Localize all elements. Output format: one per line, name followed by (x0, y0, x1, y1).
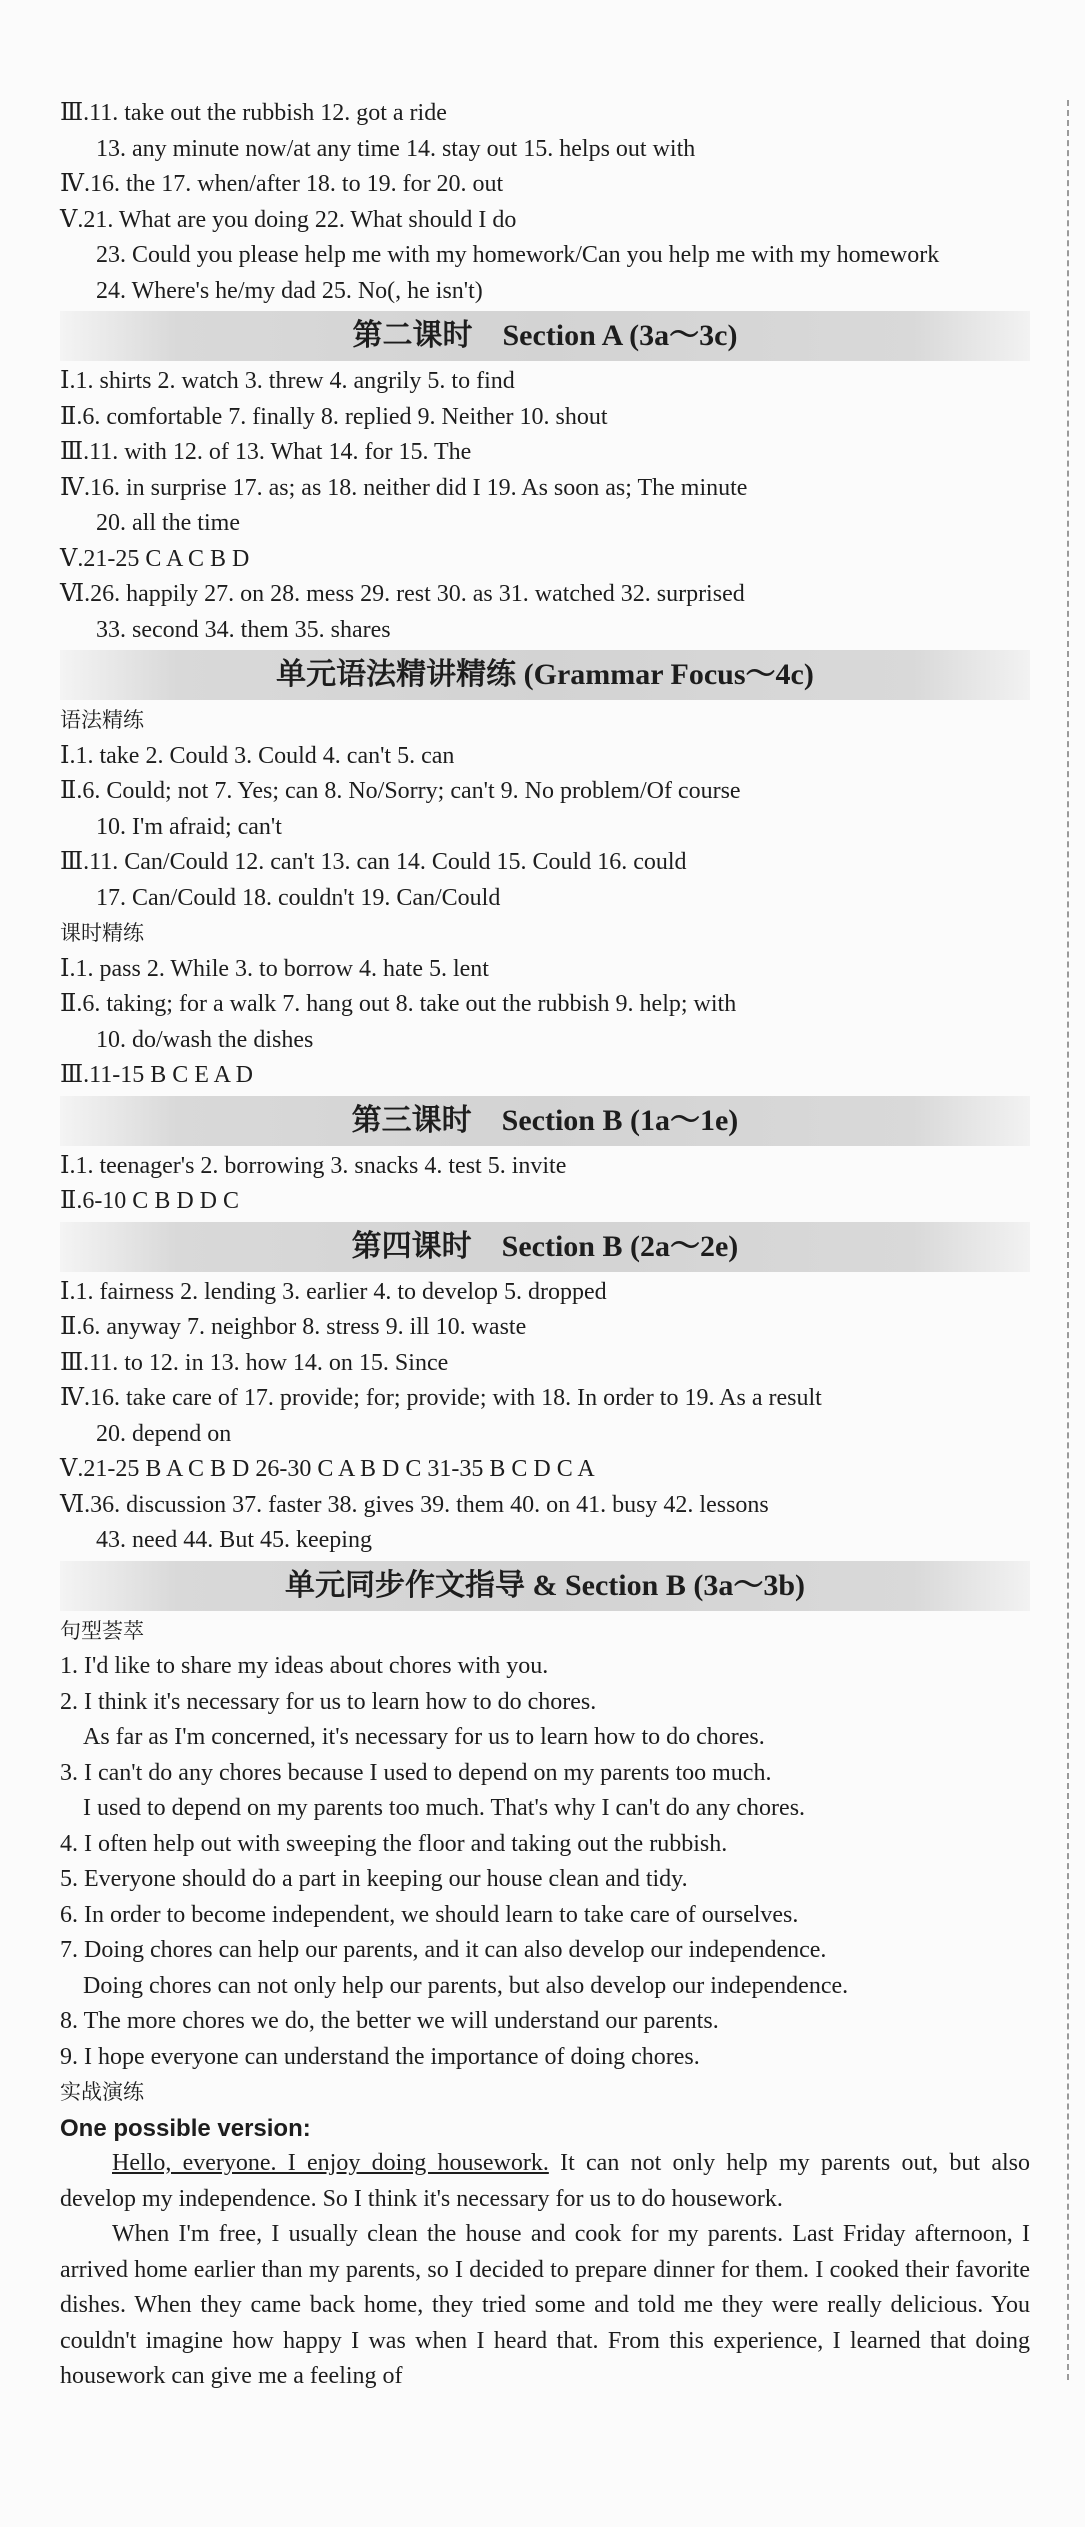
essay-paragraph-1 (60, 2146, 1030, 2217)
answer-line: Ⅴ.21-25 C A C B D (60, 545, 250, 572)
section-heading: 第三课时 Section B (1a～1e) (60, 1096, 1030, 1146)
answer-line: Ⅵ.36. discussion 37. faster 38. gives 39. them 40. on 41. busy 42. lessons (60, 1491, 769, 1518)
sentence-line: I used to depend on my parents too much. That's why I can't do any chores. (83, 1795, 806, 1821)
subsection-label: 语法精练 (60, 708, 144, 732)
answer-line: 23. Could you please help me with my homework/Can you help me with my homework (96, 242, 940, 268)
answer-content (60, 96, 1030, 2395)
answer-line: 24. Where's he/my dad 25. No(, he isn't) (96, 277, 483, 304)
subsection-label: 句型荟萃 (60, 1618, 144, 1643)
answer-line: Ⅱ.6. Could; not 7. Yes; can 8. No/Sorry; can't 9. No problem/Of course (60, 778, 741, 804)
answer-line: 17. Can/Could 18. couldn't 19. Can/Could (96, 884, 501, 911)
answer-line: Ⅰ.1. pass 2. While 3. to borrow 4. hate 5. lent (60, 955, 489, 982)
answer-line: Ⅴ.21. What are you doing 22. What should I do (60, 206, 517, 233)
subsection-label: 实战演练 (60, 2080, 144, 2104)
sentence-line: 9. I hope everyone can understand the importance of doing chores. (60, 2043, 700, 2070)
answer-line: Ⅵ.26. happily 27. on 28. mess 29. rest 30. as 31. watched 32. surprised (60, 581, 745, 607)
answer-line: Ⅱ.6. comfortable 7. finally 8. replied 9. Neither 10. shout (60, 403, 608, 430)
section-heading: 单元同步作文指导 & Section B (3a～3b) (60, 1561, 1030, 1611)
section-heading: 第四课时 Section B (2a～2e) (60, 1222, 1030, 1272)
answer-line: Ⅳ.16. take care of 17. provide; for; provide; with 18. In order to 19. As a result (60, 1385, 822, 1411)
answer-line: 20. all the time (96, 510, 240, 536)
answer-line: 33. second 34. them 35. shares (96, 616, 391, 643)
answer-line: Ⅱ.6-10 C B D D C (60, 1188, 239, 1214)
version-label: One possible version: (60, 2114, 311, 2142)
sentence-line: 6. In order to become independent, we should learn to take care of ourselves. (60, 1901, 799, 1928)
answer-line: 10. do/wash the dishes (96, 1026, 314, 1053)
essay-paragraph-2: When I'm free, I usually clean the house and cook for my parents. Last Friday afternoon, I arrived home earlier than my parents, so I decided to prepare dinner for them. I cooked their favorite dishes. When they came back home, they tried some and told me they were really delicious. You couldn't imagine how happy I was when I heard that. From this experience, I learned that doing housework can give me a feeling of (60, 2221, 1030, 2389)
answer-line: Ⅳ.16. in surprise 17. as; as 18. neither did I 19. As soon as; The minute (60, 474, 748, 501)
sentence-line: 3. I can't do any chores because I used to depend on my parents too much. (60, 1759, 772, 1786)
section-heading: 单元语法精讲精练 (Grammar Focus～4c) (60, 650, 1030, 700)
answer-line: Ⅳ.16. the 17. when/after 18. to 19. for 20. out (60, 171, 504, 197)
answer-line: Ⅴ.21-25 B A C B D 26-30 C A B D C 31-35 B C D C A (60, 1456, 595, 1482)
sentence-line: 1. I'd like to share my ideas about chores with you. (60, 1653, 549, 1679)
answer-line: Ⅰ.1. teenager's 2. borrowing 3. snacks 4. test 5. invite (60, 1152, 567, 1179)
answer-line: Ⅲ.11-15 B C E A D (60, 1062, 253, 1088)
section-heading: 第二课时 Section A (3a～3c) (60, 311, 1030, 361)
answer-line: 10. I'm afraid; can't (96, 813, 282, 840)
essay-underlined-opening: Hello, everyone. I enjoy doing housework. (112, 2150, 549, 2176)
sentence-line: As far as I'm concerned, it's necessary for us to learn how to do chores. (83, 1724, 765, 1750)
sentence-line: 5. Everyone should do a part in keeping our house clean and tidy. (60, 1866, 688, 1892)
answer-line: 13. any minute now/at any time 14. stay out 15. helps out with (96, 135, 696, 162)
answer-line: Ⅲ.11. Can/Could 12. can't 13. can 14. Could 15. Could 16. could (60, 849, 687, 875)
answer-line: Ⅰ.1. fairness 2. lending 3. earlier 4. to develop 5. dropped (60, 1278, 607, 1305)
sentence-line: Doing chores can not only help our parents, but also develop our independence. (83, 1972, 849, 1999)
answer-line: 43. need 44. But 45. keeping (96, 1527, 372, 1553)
answer-line: Ⅲ.11. with 12. of 13. What 14. for 15. The (60, 439, 472, 465)
essay-paragraph-1-text: It can not only help my parents out, but also develop my independence. So I think it's necessary for us to do housework. (60, 2150, 1030, 2212)
sentence-line: 4. I often help out with sweeping the floor and taking out the rubbish. (60, 1830, 728, 1857)
answer-line: Ⅱ.6. anyway 7. neighbor 8. stress 9. ill 10. waste (60, 1314, 527, 1340)
answer-line: Ⅲ.11. to 12. in 13. how 14. on 15. Since (60, 1349, 449, 1376)
answer-line: Ⅰ.1. take 2. Could 3. Could 4. can't 5. can (60, 742, 455, 769)
answer-line: 20. depend on (96, 1420, 232, 1447)
sentence-line: 8. The more chores we do, the better we will understand our parents. (60, 2008, 719, 2034)
subsection-label: 课时精练 (60, 921, 144, 945)
sentence-line: 7. Doing chores can help our parents, and it can also develop our independence. (60, 1937, 827, 1963)
sentence-line: 2. I think it's necessary for us to learn how to do chores. (60, 1688, 597, 1715)
answer-line: Ⅱ.6. taking; for a walk 7. hang out 8. take out the rubbish 9. help; with (60, 991, 737, 1017)
answer-line: Ⅲ.11. take out the rubbish 12. got a ride (60, 100, 447, 126)
answer-line: Ⅰ.1. shirts 2. watch 3. threw 4. angrily 5. to find (60, 368, 515, 394)
page-margin-rule (1067, 100, 1069, 2380)
